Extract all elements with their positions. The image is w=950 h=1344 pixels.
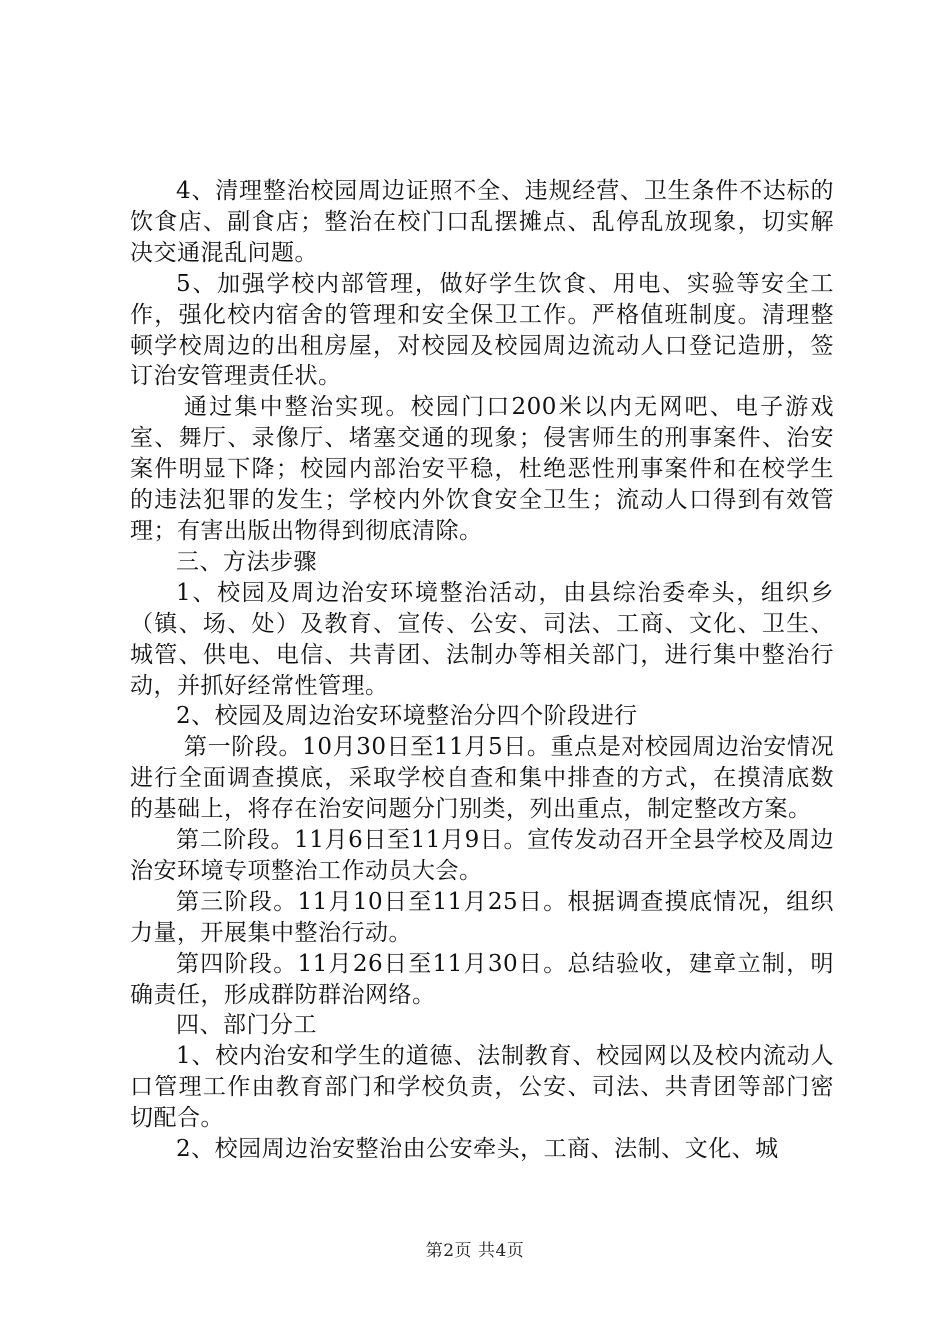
paragraph: 通过集中整治实现。校园门口200米以内无网吧、电子游戏室、舞厅、录像厅、堵塞交通的现象；侵害师生的刑事案件、治安案件明显下降；校园内部治安平稳，杜绝恶性刑事案件和在校学生的违法犯罪的发生；学校内外饮食安全卫生；流动人口得到有效管理；有害出版出物得到彻底清除。 (130, 394, 834, 544)
paragraph: 1、校内治安和学生的道德、法制教育、校园网以及校内流动人口管理工作由教育部门和学校负责，公安、司法、共青团等部门密切配合。 (130, 1043, 834, 1132)
paragraph: 4、清理整治校园周边证照不全、违规经营、卫生条件不达标的饮食店、副食店；整治在校门口乱摆摊点、乱停乱放现象，切实解决交通混乱问题。 (130, 178, 834, 266)
section-heading: 三、方法步骤 (176, 548, 317, 575)
paragraph: 第四阶段。11月26日至11月30日。总结验收，建章立制，明确责任，形成群防群治网络。 (130, 950, 834, 1008)
paragraph: 2、校园周边治安整治由公安牵头，工商、法制、文化、城 (176, 1136, 779, 1163)
section-heading: 四、部门分工 (176, 1012, 317, 1039)
paragraph: 2、校园及周边治安环境整治分四个阶段进行 (176, 703, 638, 730)
paragraph: 第一阶段。10月30日至11月5日。重点是对校园周边治安情况进行全面调查摸底，采取学校自查和集中排查的方式，在摸清底数的基础上，将存在治安问题分门别类，列出重点，制定整改方案。 (130, 734, 834, 823)
paragraph: 5、加强学校内部管理，做好学生饮食、用电、实验等安全工作，强化校内宿舍的管理和安全保卫工作。严格值班制度。清理整顿学校周边的出租房屋，对校园及校园周边流动人口登记造册，签订治安管理责任状。 (130, 270, 834, 390)
paragraph: 第三阶段。11月10日至11月25日。根据调查摸底情况，组织力量，开展集中整治行动。 (130, 888, 834, 946)
page-footer: 第2页 共4页 (425, 1241, 525, 1261)
paragraph: 1、校园及周边治安环境整治活动，由县综治委牵头，组织乡（镇、场、处）及教育、宣传、公安、司法、工商、文化、卫生、城管、供电、电信、共青团、法制办等相关部门，进行集中整治行动，并抓好经常性管理。 (130, 579, 834, 699)
paragraph: 第二阶段。11月6日至11月9日。宣传发动召开全县学校及周边治安环境专项整治工作动员大会。 (130, 827, 834, 884)
document-body (130, 176, 834, 1165)
